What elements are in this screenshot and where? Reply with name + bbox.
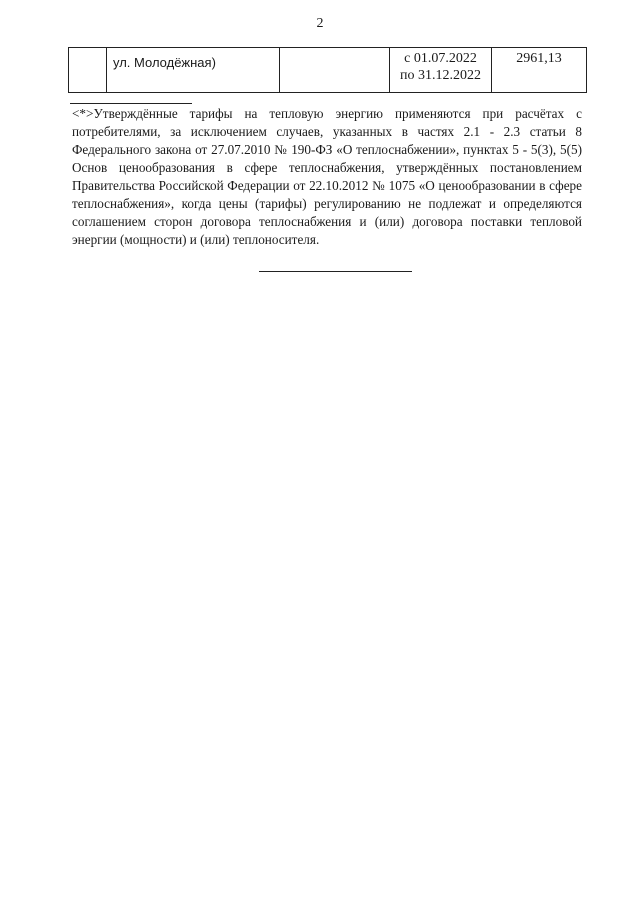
footnote-text: <*>Утверждённые тарифы на тепловую энергию применяются при расчётах с потребителями, за исключением случаев, указанных в частях 2.1 - 2.3 статьи 8 Федерального закона от 27.07.2010 № 190-ФЗ «О теплоснабжении», пунктах 5 - 5(3), 5(5) Основ ценообразования в сфере теплоснабжения, утверждённых постановлением Правительства Российской Федерации от 22.10.2012 № 1075 «О ценообразовании в сфере теплоснабжения», когда цены (тарифы) регулированию не подлежат и определяются соглашением сторон договора теплоснабжения и (или) договора поставки тепловой энергии (мощности) и (или) теплоносителя. <box>72 106 582 247</box>
footnote-separator <box>70 103 192 104</box>
page-number: 2 <box>316 16 324 31</box>
table-cell-empty <box>280 48 390 93</box>
table-row <box>69 48 587 93</box>
table-cell-index <box>69 48 107 93</box>
table-cell-tariff-value: 2961,13 <box>492 48 587 93</box>
table-cell-address: ул. Молодёжная) <box>107 48 280 93</box>
table-cell-period <box>390 48 492 93</box>
tariff-table <box>68 47 587 93</box>
end-of-document-line <box>259 271 412 272</box>
period-to: по 31.12.2022 <box>400 68 481 83</box>
period-from: с 01.07.2022 <box>404 51 477 66</box>
